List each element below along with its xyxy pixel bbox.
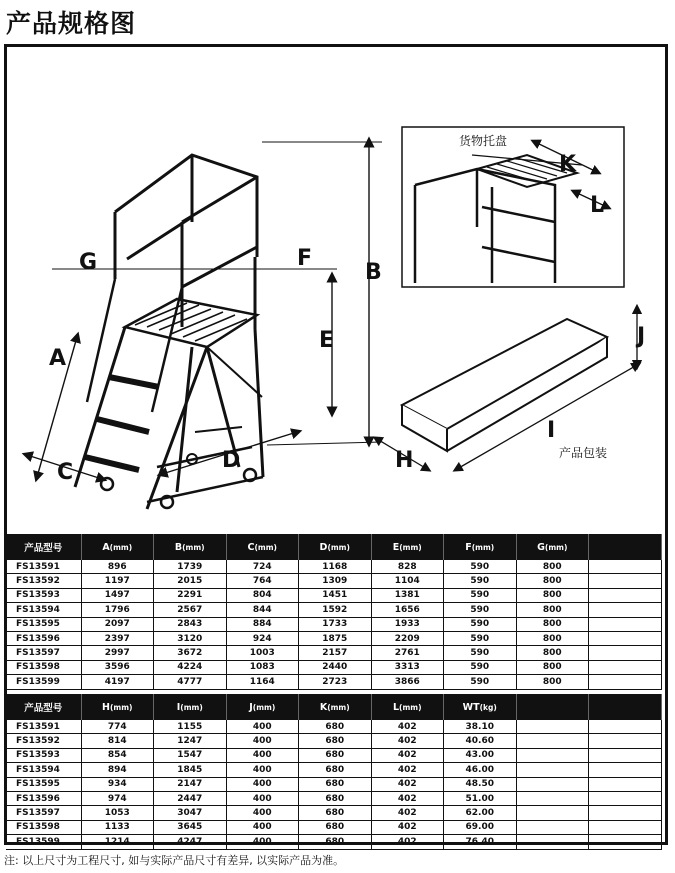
table-cell: FS13599 — [6, 835, 81, 849]
dim-label-e: E — [319, 328, 335, 353]
column-header: K(mm) — [299, 694, 372, 720]
table-cell: 1656 — [371, 603, 444, 617]
table-cell: 40.60 — [444, 734, 517, 748]
table-cell: FS13596 — [6, 791, 81, 805]
table-cell: 814 — [81, 734, 154, 748]
table-cell: 4224 — [154, 660, 227, 674]
table-cell: 402 — [371, 820, 444, 834]
table-cell: 1133 — [81, 820, 154, 834]
table-cell: 2147 — [154, 777, 227, 791]
column-header: 产品型号 — [6, 534, 81, 560]
table-cell: 48.50 — [444, 777, 517, 791]
table-cell: 402 — [371, 835, 444, 849]
table-cell: 3596 — [81, 660, 154, 674]
table-cell: 400 — [226, 763, 299, 777]
table-cell — [589, 560, 662, 574]
dim-label-k: K — [559, 152, 577, 177]
table-cell — [589, 777, 662, 791]
table-cell: 1164 — [226, 675, 299, 689]
table-cell — [589, 748, 662, 762]
table-cell: 590 — [444, 631, 517, 645]
table-cell — [589, 835, 662, 849]
table-cell — [589, 603, 662, 617]
table-cell: 974 — [81, 791, 154, 805]
dim-label-d: D — [222, 448, 241, 473]
table-cell: 1083 — [226, 660, 299, 674]
dim-label-b: B — [365, 260, 382, 285]
table-row — [6, 617, 661, 631]
table-cell: 1155 — [154, 720, 227, 734]
table-cell: 69.00 — [444, 820, 517, 834]
footnote: 注: 以上尺寸为工程尺寸, 如与实际产品尺寸有差异, 以实际产品为准。 — [4, 854, 345, 867]
table-cell: 1497 — [81, 588, 154, 602]
table-cell: 680 — [299, 734, 372, 748]
column-header: WT(kg) — [444, 694, 517, 720]
table-cell: 1845 — [154, 763, 227, 777]
table-cell — [589, 806, 662, 820]
table-cell: 800 — [516, 631, 589, 645]
table-cell — [516, 720, 589, 734]
dimension-lines — [27, 142, 382, 479]
table-row — [6, 646, 661, 660]
table-cell: 400 — [226, 748, 299, 762]
table-cell: 400 — [226, 777, 299, 791]
table-cell: 3120 — [154, 631, 227, 645]
table-cell: 764 — [226, 574, 299, 588]
table-cell: 2843 — [154, 617, 227, 631]
table-cell: 402 — [371, 791, 444, 805]
dim-label-a: A — [49, 346, 67, 371]
table-cell: FS13595 — [6, 617, 81, 631]
dim-label-i: I — [547, 418, 556, 443]
table-cell — [516, 763, 589, 777]
table-cell: 400 — [226, 820, 299, 834]
table-cell — [589, 791, 662, 805]
table-cell: 800 — [516, 560, 589, 574]
table-cell: FS13598 — [6, 820, 81, 834]
table-cell — [516, 806, 589, 820]
product-dimension-diagram — [7, 47, 665, 537]
table-cell — [589, 763, 662, 777]
table-cell: 402 — [371, 777, 444, 791]
table-cell: 800 — [516, 660, 589, 674]
table-cell — [516, 835, 589, 849]
table-cell: 76.40 — [444, 835, 517, 849]
table-row — [6, 734, 661, 748]
table-cell: 1739 — [154, 560, 227, 574]
table-cell — [589, 734, 662, 748]
column-header — [516, 694, 589, 720]
table-row — [6, 574, 661, 588]
table-cell: FS13593 — [6, 748, 81, 762]
column-header: A(mm) — [81, 534, 154, 560]
table-cell: 934 — [81, 777, 154, 791]
column-header: J(mm) — [226, 694, 299, 720]
table-cell: 896 — [81, 560, 154, 574]
table-cell: 4777 — [154, 675, 227, 689]
table-cell — [516, 777, 589, 791]
table-cell: 2997 — [81, 646, 154, 660]
table-row — [6, 806, 661, 820]
column-header: E(mm) — [371, 534, 444, 560]
table-cell: 2291 — [154, 588, 227, 602]
table-cell: 400 — [226, 734, 299, 748]
table-cell: 680 — [299, 806, 372, 820]
table-cell: 680 — [299, 791, 372, 805]
pallet-label: 货物托盘 — [459, 134, 508, 148]
table-cell: 4247 — [154, 835, 227, 849]
table-cell: 924 — [226, 631, 299, 645]
dim-label-l: L — [590, 193, 605, 218]
table-cell: 800 — [516, 646, 589, 660]
column-header: D(mm) — [299, 534, 372, 560]
spec-table-package — [6, 694, 662, 850]
table-cell: 590 — [444, 660, 517, 674]
column-header: B(mm) — [154, 534, 227, 560]
table-row — [6, 588, 661, 602]
table-cell: 1547 — [154, 748, 227, 762]
page-title: 产品规格图 — [6, 9, 137, 38]
table-cell: 590 — [444, 617, 517, 631]
table-cell: FS13597 — [6, 646, 81, 660]
table-cell: 854 — [81, 748, 154, 762]
table-cell: 1451 — [299, 588, 372, 602]
table-cell: 894 — [81, 763, 154, 777]
table-cell: 62.00 — [444, 806, 517, 820]
table-cell: 2015 — [154, 574, 227, 588]
dim-label-f: F — [297, 246, 313, 271]
table-row — [6, 603, 661, 617]
table-cell: FS13599 — [6, 675, 81, 689]
table-cell: 38.10 — [444, 720, 517, 734]
table-cell: 51.00 — [444, 791, 517, 805]
table-cell: 1381 — [371, 588, 444, 602]
table-cell: 402 — [371, 806, 444, 820]
table-cell: 1104 — [371, 574, 444, 588]
table-cell: 400 — [226, 791, 299, 805]
table-row — [6, 748, 661, 762]
table-cell: 800 — [516, 675, 589, 689]
table-cell: 400 — [226, 806, 299, 820]
table-cell: 884 — [226, 617, 299, 631]
table-cell: 828 — [371, 560, 444, 574]
table-cell: 1875 — [299, 631, 372, 645]
table-header-row — [6, 534, 661, 560]
table-row — [6, 835, 661, 849]
table-cell — [589, 820, 662, 834]
table-cell: 2097 — [81, 617, 154, 631]
table-cell: 680 — [299, 763, 372, 777]
table-row — [6, 763, 661, 777]
table-cell: 1214 — [81, 835, 154, 849]
table-cell: 402 — [371, 720, 444, 734]
table-cell: 590 — [444, 588, 517, 602]
column-header: F(mm) — [444, 534, 517, 560]
table-cell: 1247 — [154, 734, 227, 748]
table-cell: 43.00 — [444, 748, 517, 762]
dim-label-j: J — [637, 324, 646, 349]
package-label: 产品包装 — [559, 446, 608, 460]
table-cell: 2761 — [371, 646, 444, 660]
dim-label-c: C — [57, 460, 74, 485]
table-cell: 3866 — [371, 675, 444, 689]
table-cell: 680 — [299, 777, 372, 791]
table-cell: 800 — [516, 617, 589, 631]
table-row — [6, 560, 661, 574]
table-row — [6, 631, 661, 645]
table-cell — [589, 675, 662, 689]
table-cell: 844 — [226, 603, 299, 617]
table-cell: FS13591 — [6, 720, 81, 734]
table-cell: 2567 — [154, 603, 227, 617]
column-header: H(mm) — [81, 694, 154, 720]
table-cell: 1053 — [81, 806, 154, 820]
table-cell: 2440 — [299, 660, 372, 674]
table-cell: FS13593 — [6, 588, 81, 602]
table-cell — [589, 631, 662, 645]
table-cell: FS13594 — [6, 763, 81, 777]
table-cell: 2397 — [81, 631, 154, 645]
table-cell — [516, 820, 589, 834]
table-cell — [516, 734, 589, 748]
table-cell: 46.00 — [444, 763, 517, 777]
table-cell: 2209 — [371, 631, 444, 645]
table-cell — [589, 574, 662, 588]
column-header — [589, 534, 662, 560]
table-cell: 800 — [516, 603, 589, 617]
dim-label-h: H — [395, 448, 414, 473]
table-cell: 3672 — [154, 646, 227, 660]
table-cell: 724 — [226, 560, 299, 574]
table-cell: FS13595 — [6, 777, 81, 791]
table-cell: 3645 — [154, 820, 227, 834]
table-cell: 3313 — [371, 660, 444, 674]
column-header: C(mm) — [226, 534, 299, 560]
table-cell — [589, 588, 662, 602]
package-illustration — [402, 319, 607, 451]
table-cell: 680 — [299, 835, 372, 849]
table-cell: 590 — [444, 603, 517, 617]
table-cell: 774 — [81, 720, 154, 734]
table-cell: 1933 — [371, 617, 444, 631]
table-cell — [516, 791, 589, 805]
table-header-row — [6, 694, 661, 720]
table-cell: 1168 — [299, 560, 372, 574]
table-cell: 1309 — [299, 574, 372, 588]
table-cell: 400 — [226, 720, 299, 734]
dim-label-g: G — [79, 250, 98, 275]
spec-table-dimensions — [6, 534, 662, 690]
column-header: G(mm) — [516, 534, 589, 560]
table-cell: 1733 — [299, 617, 372, 631]
table-cell: 1796 — [81, 603, 154, 617]
table-cell: FS13594 — [6, 603, 81, 617]
table-cell: 590 — [444, 560, 517, 574]
table-cell: 680 — [299, 720, 372, 734]
table-cell: 3047 — [154, 806, 227, 820]
table-cell — [589, 720, 662, 734]
table-cell: 400 — [226, 835, 299, 849]
table-cell: 402 — [371, 748, 444, 762]
table-cell: 800 — [516, 588, 589, 602]
column-header: I(mm) — [154, 694, 227, 720]
table-row — [6, 675, 661, 689]
table-cell: 2157 — [299, 646, 372, 660]
table-cell: 680 — [299, 748, 372, 762]
table-cell — [516, 748, 589, 762]
table-cell: 402 — [371, 734, 444, 748]
table-cell: FS13591 — [6, 560, 81, 574]
table-cell: 4197 — [81, 675, 154, 689]
table-cell — [589, 617, 662, 631]
table-cell: 1197 — [81, 574, 154, 588]
table-cell: FS13592 — [6, 574, 81, 588]
table-cell: 2447 — [154, 791, 227, 805]
table-cell: 590 — [444, 675, 517, 689]
table-cell: 402 — [371, 763, 444, 777]
table-cell — [589, 646, 662, 660]
table-cell: FS13596 — [6, 631, 81, 645]
column-header — [589, 694, 662, 720]
table-cell: FS13597 — [6, 806, 81, 820]
table-cell: 2723 — [299, 675, 372, 689]
table-cell: 804 — [226, 588, 299, 602]
table-row — [6, 720, 661, 734]
column-header: 产品型号 — [6, 694, 81, 720]
column-header: L(mm) — [371, 694, 444, 720]
table-cell: 1003 — [226, 646, 299, 660]
table-row — [6, 777, 661, 791]
table-cell: FS13592 — [6, 734, 81, 748]
table-cell: 590 — [444, 574, 517, 588]
table-cell: 800 — [516, 574, 589, 588]
table-row — [6, 791, 661, 805]
table-cell: FS13598 — [6, 660, 81, 674]
table-row — [6, 660, 661, 674]
table-cell — [589, 660, 662, 674]
table-row — [6, 820, 661, 834]
table-cell: 680 — [299, 820, 372, 834]
table-cell: 1592 — [299, 603, 372, 617]
table-cell: 590 — [444, 646, 517, 660]
